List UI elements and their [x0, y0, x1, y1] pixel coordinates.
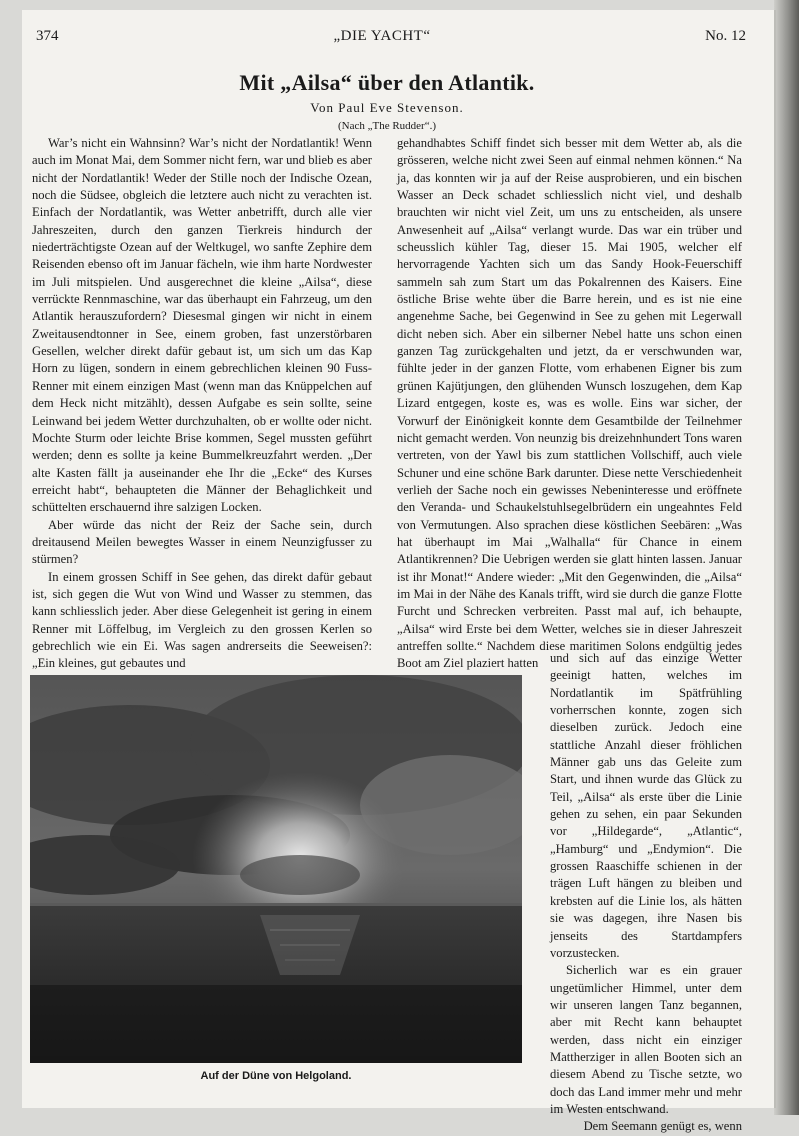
- paragraph: gehandhabtes Schiff findet sich besser mit dem Wetter ab, als die grösseren, welche nicht zwei Seen auf einmal nehmen können.“ Na ja, das konnten wir ja auf der Reise ausprobieren, und ein bischen Wasser an Deck schadet schliesslich nicht viel, und deshalb brauchten wir nicht viel Zeit, um uns zu entscheiden, als unsere Anwesenheit auf „Ailsa“ verlangt wurde. Das war ein trüber und scheusslich kühler Tag, dieser 15. Mai 1905, welcher elf hervorragende Yachten sich um das Sandy Hook-Feuerschiff sammeln sah zum Start um das Pokalrennen des Kaisers. Eine östliche Brise wehte über die Barre herein, und es ist nie eine angenehme Sache, bei Gegenwind in See zu gehen mit Legerwall dicht neben sich. Aber ein silberner Nebel hatte uns schon einen ganzen Tag zurückgehalten und jetzt, da er verschwunden war, fühlte jeder in der ganzen Flotte, vom erhabenen Eigner bis zum grünen Kajütjungen, den glühenden Wunsch loszugehen, dem Kap Lizard entgegen, koste es, was es wolle. Eins war sicher, der Vorwurf der Einönigkeit konnte dem Gesamtbilde der Teilnehmer nicht gemacht werden. Von neunzig bis dreizehnhundert Tons waren vertreten, von der Yawl bis zum stattlichen Vollschiff, auch viele Schuner und eine schöne Bark darunter. Diese nette Verschiedenheit verlieh der Sache noch ein gewisses Nebeninteresse und eröffnete den Veranda- und Schaukelstuhlsegelbrüdern ein ungeahntes Feld von Vermutungen. Also sprachen diese köstlichen Seebären: „Was hat überhaupt im Mai „Walhalla“ für Chance in einem Atlantikrennen? Die Uebrigen werden sie glatt hinten lassen. Januar ist ihr Monat!“ Andere wieder: „Mit den Gegenwinden, die „Ailsa“ im Mai in der Nähe des Kanals trifft, wird sie durch die ganze Flotte Furcht und Schrecken verbreiten. Passt mal auf, ich behaupte, „Ailsa“ wird Erste bei dem Wetter, welches sie in dieser Jahreszeit antreffen sollte.“ Nachdem diese maritimen Solons endgültig jedes Boot am Ziel plaziert hatten: [397, 136, 742, 671]
- right-narrow-text-column: [550, 650, 742, 1136]
- article-byline: Von Paul Eve Stevenson.: [310, 100, 464, 115]
- seascape-photograph: [30, 675, 522, 1063]
- left-text-column: [32, 135, 372, 673]
- magazine-page: [22, 10, 774, 1134]
- running-head-journal: „DIE YACHT“: [333, 28, 431, 44]
- paragraph: In einem grossen Schiff in See gehen, das direkt dafür gebaut ist, sich gegen die Wut von Wind und Wasser zu stemmen, das kann schliesslich jeder. Aber diese Gelegenheit ist gering in einem Renner mit Löffelbug, im Vergleich zu den grossen Kerlen so gebrechlich wie ein Ei. Was sagen andrerseits die Seeweisen?: „Ein kleines, gut gebautes und: [32, 569, 372, 671]
- right-text-column: [397, 135, 742, 673]
- figure-caption: Auf der Düne von Helgoland.: [200, 1070, 352, 1082]
- article-source: (Nach „The Rudder“.): [337, 120, 437, 132]
- paragraph: War’s nicht ein Wahnsinn? War’s nicht der Nordatlantik! Wenn auch im Monat Mai, dem Sommer nicht fern, war und blieb es aber nicht der Nordatlantik! Weder der Stille noch der Indische Ozean, noch die Südsee, obgleich die letztere auch nicht zu verachten ist. Einfach der Nordatlantik, was Wetter anbetrifft, durch alle vier Jahreszeiten, durch den ganzen Tierkreis hindurch der niederträchtigste Ozean auf der Weltkugel, wo sanfte Zephire dem Reisenden ebenso oft im Januar fächeln, wie ihm harte Nordwester im Juli mitspielen. Und ausgerechnet die kleine „Ailsa“, diese verrückte Rennmaschine, war das überhaupt ein Fahrzeug, um den Atlantik herauszufordern? Diesesmal gingen wir nicht in einem Zweitausendtonner in See, einem groben, fast unzerstörbaren Gesellen, welcher direkt dafür gebaut ist, um sich um das Kap Horn zu lügen, sondern in einem gebrechlichen kleinen 90 Fuss-Renner mit einem einzigen Mast (wenn man das Knüppelchen auf dem Heck nicht mitzählt), dessen Aufgabe es sein sollte, seine Leinwand bei jedem Wetter durchzuhalten, ob er wollte oder nicht. Mochte Sturm oder leichte Brise kommen, Segel mussten geführt werden; denn es sollte ja keine Bummelkreuzfahrt werden. „Der alte Kasten fällt ja auseinander ehe Ihr die „Ecke“ des Kurses erreicht habt“, behaupteten die Männer der Behaglichkeit und schüttelten erschauernd ihre salzigen Locken.: [32, 136, 372, 515]
- page-number: 374: [36, 28, 59, 44]
- paragraph: Aber würde das nicht der Reiz der Sache sein, durch dreitausend Meilen bewegtes Wasser in einem Neunzigfusser zu stürmen?: [32, 517, 372, 567]
- paragraph: Dem Seemann genügt es, wenn: [583, 1119, 742, 1134]
- paragraph: und sich auf das einzige Wetter geeinigt hatten, welches im Nordatlantik im Spätfrühling vorherrschen konnte, zogen sich dieselben zurück. Jedoch eine stattliche Anzahl dieser fröhlichen Männer gab uns das Geleite zum Start, und ihnen wurde das Glück zu Teil, „Ailsa“ als erste über die Linie gehen zu sehen, ein paar Sekunden vor „Hildegarde“, „Atlantic“, „Hamburg“ und „Endymion“. Die grossen Raaschiffe schienen in der trägen Luft hängen zu bleiben und krebsten auf die Linie los, als hätten sie was dagegen, ihre Nasen bis jenseits des Startdampfers vorzustecken.: [550, 651, 742, 960]
- paragraph: Sicherlich war es ein grauer ungetümlicher Himmel, unter dem wir unseren langen Tanz begannen, aber mit Recht kann behauptet werden, dass nicht ein einziger Mattherziger in allen Booten sich an diesem Abend zu Tische setzte, wo doch das Land immer mehr und mehr im Westen entschwand.: [550, 963, 742, 1116]
- book-spine-edge: [774, 0, 799, 1115]
- issue-number: No. 12: [705, 28, 746, 44]
- article-title: Mit „Ailsa“ über den Atlantik.: [239, 70, 535, 95]
